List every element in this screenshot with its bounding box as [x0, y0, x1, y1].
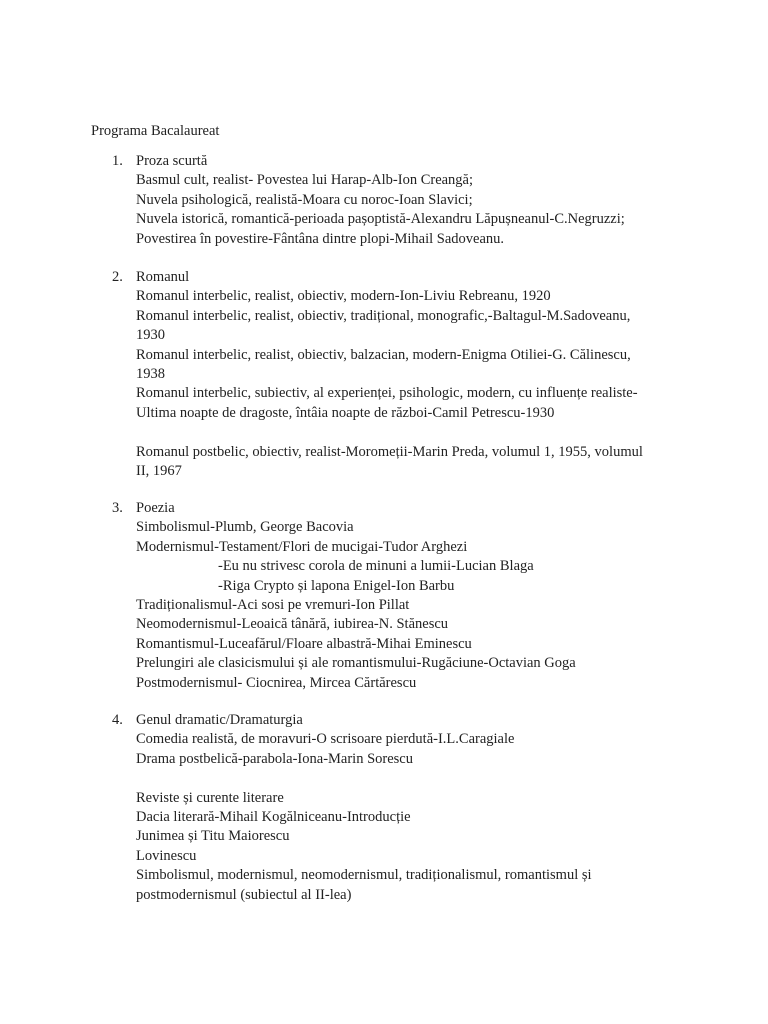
list-item: Romanul interbelic, realist, obiectiv, balzacian, modern-Enigma Otiliei-G. Călinescu,: [136, 346, 631, 363]
section-body: [136, 268, 676, 481]
section-heading: Poezia: [136, 500, 175, 516]
list-item: Romanul interbelic, realist, obiectiv, tradițional, monografic,-Baltagul-M.Sadoveanu,: [136, 307, 631, 324]
document-title: Programa Bacalaureat: [91, 123, 220, 139]
list-item: Nuvela istorică, romantică-perioada pașoptistă-Alexandru Lăpușneanul-C.Negruzzi;: [136, 211, 625, 228]
list-item: Romanul interbelic, realist, obiectiv, modern-Ion-Liviu Rebreanu, 1920: [136, 288, 551, 305]
section-body: [136, 152, 676, 249]
list-item: Nuvela psihologică, realistă-Moara cu noroc-Ioan Slavici;: [136, 191, 473, 208]
list-item: postmodernismul (subiectul al II-lea): [136, 886, 352, 903]
section-number: 1.: [112, 153, 123, 169]
list-item: Povestirea în povestire-Fântâna dintre plopi-Mihail Sadoveanu.: [136, 230, 505, 247]
list-item: 1930: [136, 327, 165, 344]
section-heading: Genul dramatic/Dramaturgia: [136, 712, 303, 728]
list-item: Romanul postbelic, obiectiv, realist-Moromeții-Marin Preda, volumul 1, 1955, volumul: [136, 443, 643, 460]
list-item-indented: -Eu nu strivesc corola de minuni a lumii-Lucian Blaga: [218, 558, 534, 575]
list-item: II, 1967: [136, 462, 182, 479]
list-item: Reviste și curente literare: [136, 789, 284, 806]
section-number: 4.: [112, 712, 123, 728]
list-item: Dacia literară-Mihail Kogălniceanu-Introducție: [136, 808, 411, 825]
list-item: Basmul cult, realist- Povestea lui Harap-Alb-Ion Creangă;: [136, 172, 474, 189]
list-item: Romantismul-Luceafărul/Floare albastră-Mihai Eminescu: [136, 635, 472, 652]
list-item-indented: -Riga Crypto și lapona Enigel-Ion Barbu: [218, 577, 455, 594]
list-item: Ultima noapte de dragoste, întâia noapte de război-Camil Petrescu-1930: [136, 404, 555, 421]
section-heading: Proza scurtă: [136, 153, 208, 169]
blank-line: [136, 423, 676, 442]
section-number: 3.: [112, 500, 123, 516]
list-item: Comedia realistă, de moravuri-O scrisoare pierdută-I.L.Caragiale: [136, 731, 515, 748]
list-item: Drama postbelică-parabola-Iona-Marin Sorescu: [136, 750, 413, 767]
section-body: [136, 711, 676, 905]
list-item: Tradiționalismul-Aci sosi pe vremuri-Ion Pillat: [136, 596, 410, 613]
list-item: Junimea și Titu Maiorescu: [136, 828, 290, 845]
section-number: 2.: [112, 269, 123, 285]
list-item: Prelungiri ale clasicismului și ale romantismului-Rugăciune-Octavian Goga: [136, 655, 576, 672]
list-item: Postmodernismul- Ciocnirea, Mircea Cărtărescu: [136, 674, 417, 691]
list-item: Modernismul-Testament/Flori de mucigai-Tudor Arghezi: [136, 538, 468, 555]
list-item: Simbolismul, modernismul, neomodernismul, tradiționalismul, romantismul și: [136, 867, 592, 884]
list-item: Lovinescu: [136, 847, 197, 864]
section-body: [136, 499, 676, 693]
section-heading: Romanul: [136, 269, 190, 285]
list-item: Simbolismul-Plumb, George Bacovia: [136, 519, 354, 536]
list-item: 1938: [136, 365, 165, 382]
list-item: Romanul interbelic, subiectiv, al experienței, psihologic, modern, cu influențe realiste-: [136, 385, 638, 402]
blank-line: [136, 769, 676, 788]
list-item: Neomodernismul-Leoaică tânără, iubirea-N. Stănescu: [136, 616, 449, 633]
